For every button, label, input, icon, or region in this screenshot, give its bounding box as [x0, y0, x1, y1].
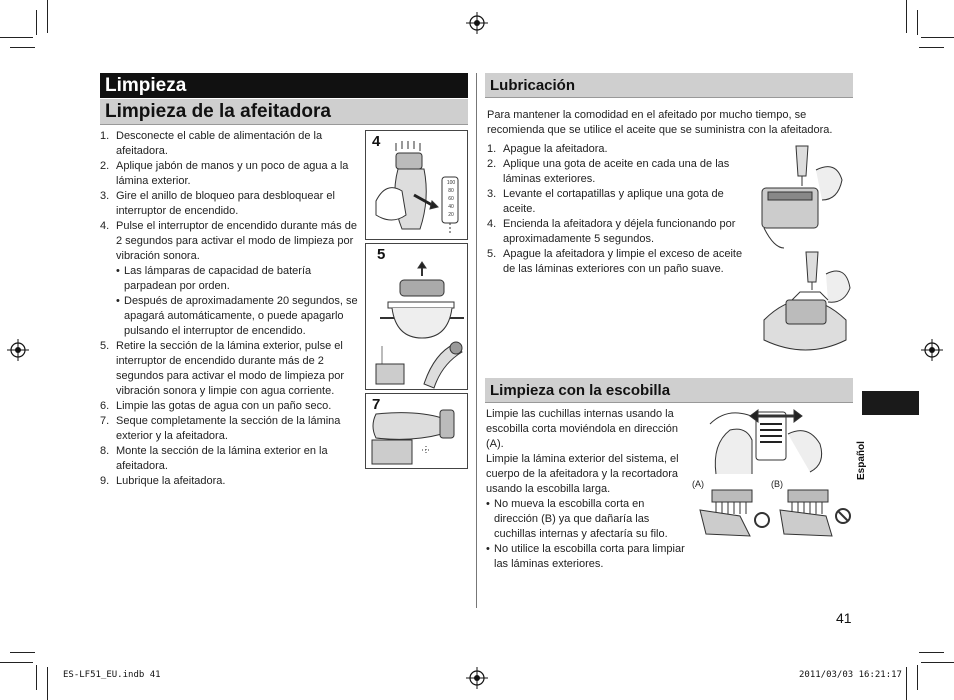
list-item: 7. Seque completamente la sección de la lámina exterior y la afeitadora.	[100, 415, 341, 442]
crop-mark	[919, 652, 944, 653]
registration-mark-icon	[466, 667, 488, 689]
list-item: 1. Desconecte el cable de alimentación de la afeitadora.	[100, 130, 323, 157]
list-item: 2. Aplique una gota de aceite en cada una de las láminas exteriores.	[487, 158, 730, 185]
crop-mark	[47, 667, 48, 700]
brush-cleaning-illustration	[706, 404, 834, 476]
brush-cleaning-text	[486, 407, 686, 572]
list-item: 4. Pulse el interruptor de encendido durante más de 2 segundos para activar el modo de limpieza por vibración sonora. • Las lámparas de capacidad de batería parpadean por orden. • Después de aproximadamente 20 segundos, se apagará automáticamente, o puede apagarlo pulsando el interruptor de encendido.	[100, 219, 358, 339]
crop-mark	[10, 652, 35, 653]
footer-file-info: ES-LF51_EU.indb 41	[63, 670, 161, 680]
lubrication-steps	[487, 142, 747, 277]
list-item: • No mueva la escobilla corta en dirección (B) ya que dañaría las cuchillas internas y afectaría su filo.	[486, 497, 686, 542]
crop-mark	[36, 10, 37, 35]
crop-mark	[919, 47, 944, 48]
crop-mark	[36, 665, 37, 690]
figure-7: 7	[365, 393, 468, 469]
list-item: 5. Apague la afeitadora y limpie el exceso de aceite de las láminas exteriores con un paño suave.	[487, 248, 743, 275]
crop-mark	[921, 662, 954, 663]
subsection-title: Limpieza de la afeitadora	[100, 99, 468, 125]
list-item: • No utilice la escobilla corta para limpiar las láminas exteriores.	[486, 542, 686, 572]
brush-warnings	[486, 497, 686, 572]
crop-mark	[906, 0, 907, 33]
registration-mark-icon	[466, 12, 488, 34]
list-item: 9. Lubrique la afeitadora.	[100, 475, 226, 487]
crop-mark	[917, 665, 918, 690]
foil-removal-illustration	[366, 244, 467, 389]
list-item: 1. Apague la afeitadora.	[487, 143, 608, 155]
battery-levels: 100 80 60 40 20	[446, 180, 456, 218]
list-item: 6. Limpie las gotas de agua con un paño seco.	[100, 400, 332, 412]
language-tab-marker	[862, 391, 919, 415]
list-item: 8. Monte la sección de la lámina exterior en la afeitadora.	[100, 445, 328, 472]
page-number: 41	[836, 610, 852, 626]
brush-directions-illustration	[696, 488, 856, 542]
figure-4: 4 100 80 60 40 20	[365, 130, 468, 240]
crop-mark	[906, 667, 907, 700]
list-item: 4. Encienda la afeitadora y déjela funcionando por aproximadamente 5 segundos.	[487, 218, 736, 245]
language-tab-label: Español	[856, 441, 867, 480]
brush-cleaning-title: Limpieza con la escobilla	[485, 378, 853, 403]
crop-mark	[917, 10, 918, 35]
oil-application-illustration	[756, 140, 854, 366]
crop-mark	[0, 37, 33, 38]
crop-mark	[921, 37, 954, 38]
crop-mark	[0, 662, 33, 663]
brush-para-2: Limpie la lámina exterior del sistema, el cuerpo de la afeitadora y la recortadora usando la escobilla larga.	[486, 453, 679, 495]
figure-5: 5	[365, 243, 468, 390]
footer-timestamp: 2011/03/03 16:21:17	[799, 670, 902, 680]
registration-mark-icon	[921, 339, 943, 361]
cleaning-steps	[100, 129, 358, 489]
list-item: • Las lámparas de capacidad de batería parpadean por orden.	[116, 264, 358, 294]
lubrication-intro: Para mantener la comodidad en el afeitado por mucho tiempo, se recomienda que se utilice el aceite que se suministra con la afeitadora.	[487, 109, 833, 136]
label-a: (A)	[692, 479, 704, 489]
list-item: 3. Gire el anillo de bloqueo para desbloquear el interruptor de encendido.	[100, 190, 335, 217]
crop-mark	[47, 0, 48, 33]
brush-para-1: Limpie las cuchillas internas usando la escobilla corta moviéndola en dirección (A).	[486, 408, 678, 450]
crop-mark	[10, 47, 35, 48]
list-item: 5. Retire la sección de la lámina exterior, pulse el interruptor de encendido durante más de 2 segundos para activar el modo de limpieza por vibración sonora y limpie con agua corriente.	[100, 340, 345, 397]
drying-illustration	[366, 394, 467, 468]
label-b: (B)	[771, 479, 783, 489]
registration-mark-icon	[7, 339, 29, 361]
list-item: • Después de aproximadamente 20 segundos, se apagará automáticamente, o puede apagarlo pulsando el interruptor de encendido.	[116, 294, 358, 339]
section-title: Limpieza	[100, 73, 468, 98]
lubrication-title: Lubricación	[485, 73, 853, 98]
column-divider	[476, 73, 477, 608]
list-item: 3. Levante el cortapatillas y aplique una gota de aceite.	[487, 188, 724, 215]
list-item: 2. Aplique jabón de manos y un poco de agua a la lámina exterior.	[100, 160, 349, 187]
